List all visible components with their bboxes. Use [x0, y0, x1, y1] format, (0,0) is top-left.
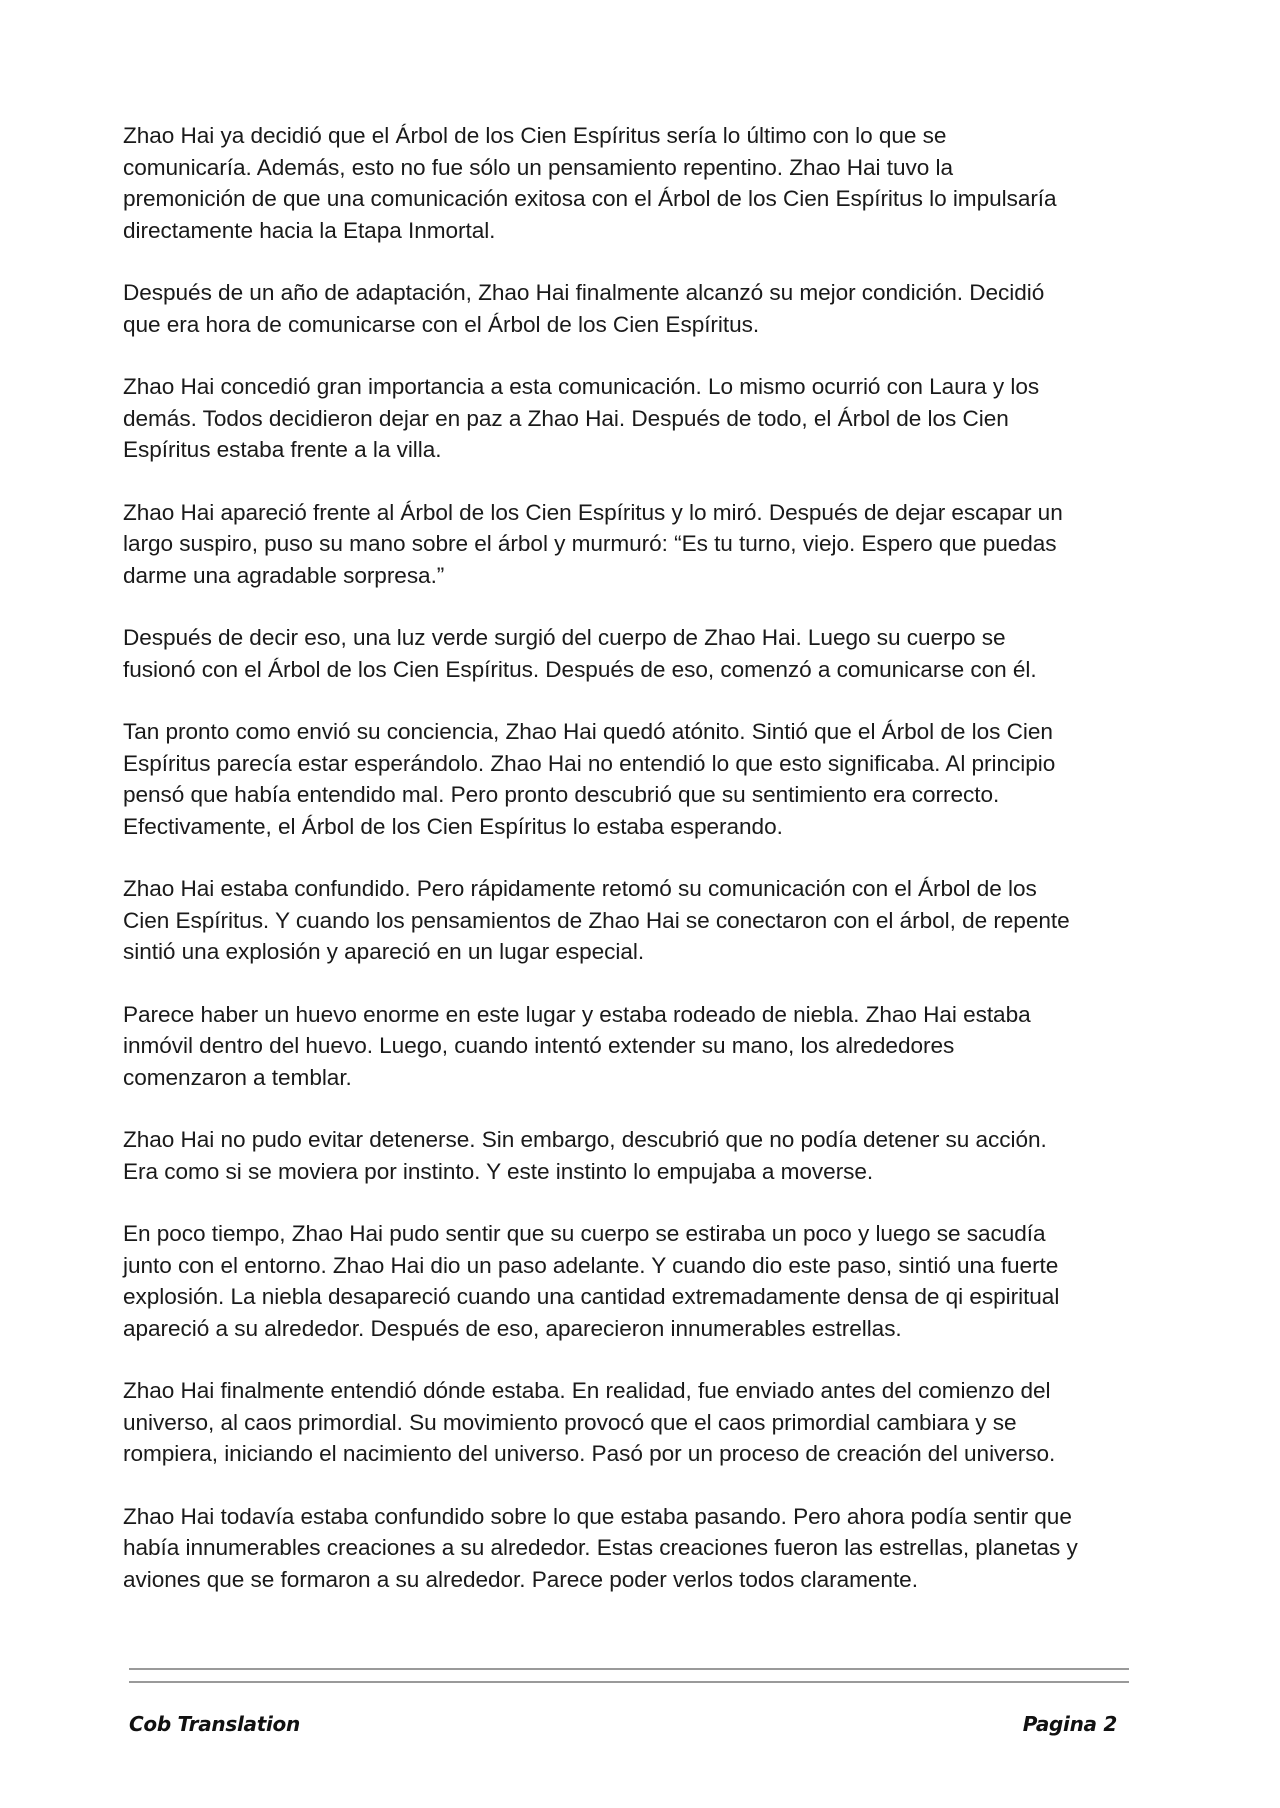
footer-divider-top	[129, 1668, 1129, 1670]
paragraph: Zhao Hai finalmente entendió dónde estaba. En realidad, fue enviado antes del comienzo del universo, al caos primordial. Su movimiento provocó que el caos primordial cambiara y se rompiera, iniciando el nacimiento del universo. Pasó por un proceso de creación del universo.	[123, 1378, 1056, 1466]
paragraph: En poco tiempo, Zhao Hai pudo sentir que su cuerpo se estiraba un poco y luego se sacudía junto con el entorno. Zhao Hai dio un paso adelante. Y cuando dio este paso, sintió una fuerte explosión. La niebla desapareció cuando una cantidad extremadamente densa de qi espiritual apareció a su alrededor. Después de eso, aparecieron innumerables estrellas.	[123, 1221, 1060, 1341]
paragraph: Zhao Hai todavía estaba confundido sobre lo que estaba pasando. Pero ahora podía sentir que había innumerables creaciones a su alrededor. Estas creaciones fueron las estrellas, planetas y aviones que se formaron a su alrededor. Parece poder verlos todos claramente.	[123, 1503, 1078, 1592]
body-text	[123, 120, 1143, 1626]
paragraph: Zhao Hai estaba confundido. Pero rápidamente retomó su comunicación con el Árbol de los Cien Espíritus. Y cuando los pensamientos de Zhao Hai se conectaron con el árbol, de repente sintió una explosión y apareció en un lugar especial.	[123, 876, 1070, 964]
footer-divider-bottom	[129, 1681, 1129, 1683]
paragraph: Zhao Hai apareció frente al Árbol de los Cien Espíritus y lo miró. Después de dejar escapar un largo suspiro, puso su mano sobre el árbol y murmuró: “Es tu turno, viejo. Espero que puedas darme una agradable sorpresa.”	[123, 499, 1063, 588]
paragraph: Zhao Hai concedió gran importancia a esta comunicación. Lo mismo ocurrió con Laura y los demás. Todos decidieron dejar en paz a Zhao Hai. Después de todo, el Árbol de los Cien Espíritus estaba frente a la villa.	[123, 374, 1040, 462]
paragraph: Zhao Hai ya decidió que el Árbol de los Cien Espíritus sería lo último con lo que se comunicaría. Además, esto no fue sólo un pensamiento repentino. Zhao Hai tuvo la premonición de que una comunicación exitosa con el Árbol de los Cien Espíritus lo impulsaría directamente hacia la Etapa Inmortal.	[123, 123, 1057, 243]
paragraph: Después de decir eso, una luz verde surgió del cuerpo de Zhao Hai. Luego su cuerpo se fusionó con el Árbol de los Cien Espíritus. Después de eso, comenzó a comunicarse con él.	[123, 625, 1037, 682]
paragraph: Después de un año de adaptación, Zhao Hai finalmente alcanzó su mejor condición. Decidió que era hora de comunicarse con el Árbol de los Cien Espíritus.	[123, 280, 1045, 337]
paragraph: Tan pronto como envió su conciencia, Zhao Hai quedó atónito. Sintió que el Árbol de los Cien Espíritus parecía estar esperándolo. Zhao Hai no entendió lo que esto significaba. Al principio pensó que había entendido mal. Pero pronto descubrió que su sentimiento era correcto. Efectivamente, el Árbol de los Cien Espíritus lo estaba esperando.	[123, 719, 1056, 839]
paragraph: Zhao Hai no pudo evitar detenerse. Sin embargo, descubrió que no podía detener su acción. Era como si se moviera por instinto. Y este instinto lo empujaba a moverse.	[123, 1127, 1047, 1184]
footer-translator-credit: Cob Translation	[129, 1712, 300, 1736]
paragraph: Parece haber un huevo enorme en este lugar y estaba rodeado de niebla. Zhao Hai estaba inmóvil dentro del huevo. Luego, cuando intentó extender su mano, los alrededores comenzaron a temblar.	[123, 1001, 1031, 1090]
footer-page-number: Pagina 2	[1022, 1712, 1117, 1736]
